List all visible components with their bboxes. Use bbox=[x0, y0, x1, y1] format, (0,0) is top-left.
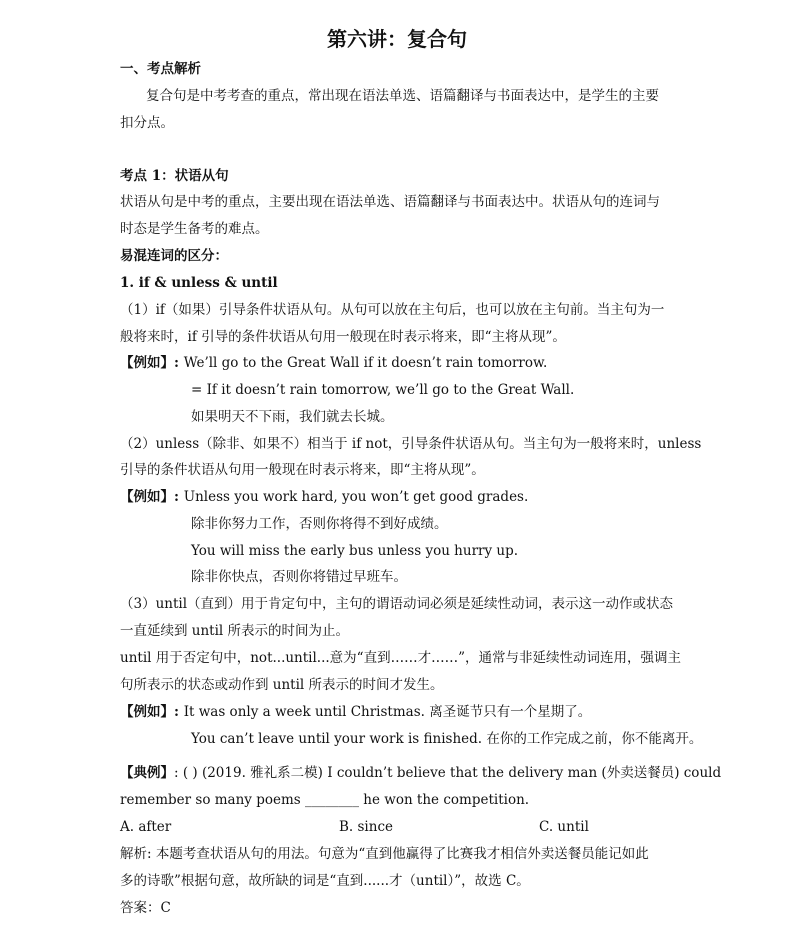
sub-heading-if-unless-until: 1. if & unless & until bbox=[120, 275, 278, 291]
item2-example bbox=[120, 488, 528, 506]
item1-example bbox=[120, 354, 547, 372]
item3-example2: You can’t leave until your work is finished. 在你的工作完成之前，你不能离开。 bbox=[191, 731, 703, 747]
item3-line1: （3）until（直到）用于肯定句中，主句的谓语动词必须是延续性动词，表示这一动作或状态 bbox=[120, 596, 674, 612]
item1-example-cn: 如果明天不下雨，我们就去长城。 bbox=[191, 409, 394, 425]
section-heading-analysis: 一、考点解析 bbox=[120, 61, 201, 77]
intro-paragraph-line2: 扣分点。 bbox=[120, 115, 174, 131]
item2-example2-cn: 除非你快点，否则你将错过早班车。 bbox=[191, 569, 407, 585]
analysis-line1: 解析: 本题考查状语从句的用法。句意为“直到他赢得了比赛我才相信外卖送餐员能记如此 bbox=[120, 846, 649, 862]
item3-negative-line2: 句所表示的状态或动作到 until 所表示的时间才发生。 bbox=[120, 677, 444, 693]
option-c: C. until bbox=[539, 819, 589, 835]
dianli-label: 【典例】 bbox=[120, 765, 174, 781]
item1-line1: （1）if（如果）引导条件状语从句。从句可以放在主句后，也可以放在主句前。当主句为一 bbox=[120, 302, 665, 318]
analysis-line2: 多的诗歌”根据句意，故所缺的词是“直到......才（until）”，故选 C。 bbox=[120, 873, 530, 889]
dianli-question-line1 bbox=[120, 764, 721, 782]
confusing-conjunctions-heading: 易混连词的区分： bbox=[120, 248, 228, 264]
item3-line2: 一直延续到 until 所表示的时间为止。 bbox=[120, 623, 350, 639]
item2-example1-cn: 除非你努力工作，否则你将得不到好成绩。 bbox=[191, 516, 448, 532]
item2-example2-en: You will miss the early bus unless you hurry up. bbox=[191, 543, 519, 559]
dianli-question-text: : ( ) (2019. 雅礼系二模) I couldn’t believe that the delivery man (外卖送餐员) could bbox=[174, 765, 722, 781]
item3-negative-line1: until 用于否定句中，not...until...意为“直到……才……”，通常与非延续性动词连用，强调主 bbox=[120, 650, 681, 666]
item3-example bbox=[120, 703, 591, 721]
kaodian-paragraph-line2: 时态是学生备考的难点。 bbox=[120, 221, 269, 237]
item2-line2: 引导的条件状语从句用一般现在时表示将来，即“主将从现”。 bbox=[120, 462, 485, 478]
item2-line1: （2）unless（除非、如果不）相当于 if not，引导条件状语从句。当主句为一般将来时，unless bbox=[120, 436, 702, 452]
kaodian-heading: 考点 1：状语从句 bbox=[120, 168, 229, 184]
page-title: 第六讲：复合句 bbox=[327, 27, 467, 51]
answer: 答案：C bbox=[120, 900, 171, 916]
example-label: 【例如】: bbox=[120, 704, 184, 720]
example-sentence: Unless you work hard, you won’t get good grades. bbox=[183, 489, 529, 505]
example-sentence: We’ll go to the Great Wall if it doesn’t rain tomorrow. bbox=[183, 355, 548, 371]
item1-line2: 般将来时，if 引导的条件状语从句用一般现在时表示将来，即“主将从现”。 bbox=[120, 329, 566, 345]
item1-example-en2: = If it doesn’t rain tomorrow, we’ll go to the Great Wall. bbox=[191, 382, 575, 398]
option-b: B. since bbox=[339, 819, 393, 835]
dianli-question-line2: remember so many poems ________ he won the competition. bbox=[120, 792, 530, 808]
intro-paragraph-line1: 复合句是中考考查的重点，常出现在语法单选、语篇翻译与书面表达中，是学生的主要 bbox=[146, 88, 659, 104]
option-a: A. after bbox=[120, 819, 172, 835]
example-label: 【例如】: bbox=[120, 355, 184, 371]
kaodian-paragraph-line1: 状语从句是中考的重点，主要出现在语法单选、语篇翻译与书面表达中。状语从句的连词与 bbox=[120, 194, 660, 210]
example-label: 【例如】: bbox=[120, 489, 184, 505]
example-sentence: It was only a week until Christmas. 离圣诞节只有一个星期了。 bbox=[183, 704, 592, 720]
